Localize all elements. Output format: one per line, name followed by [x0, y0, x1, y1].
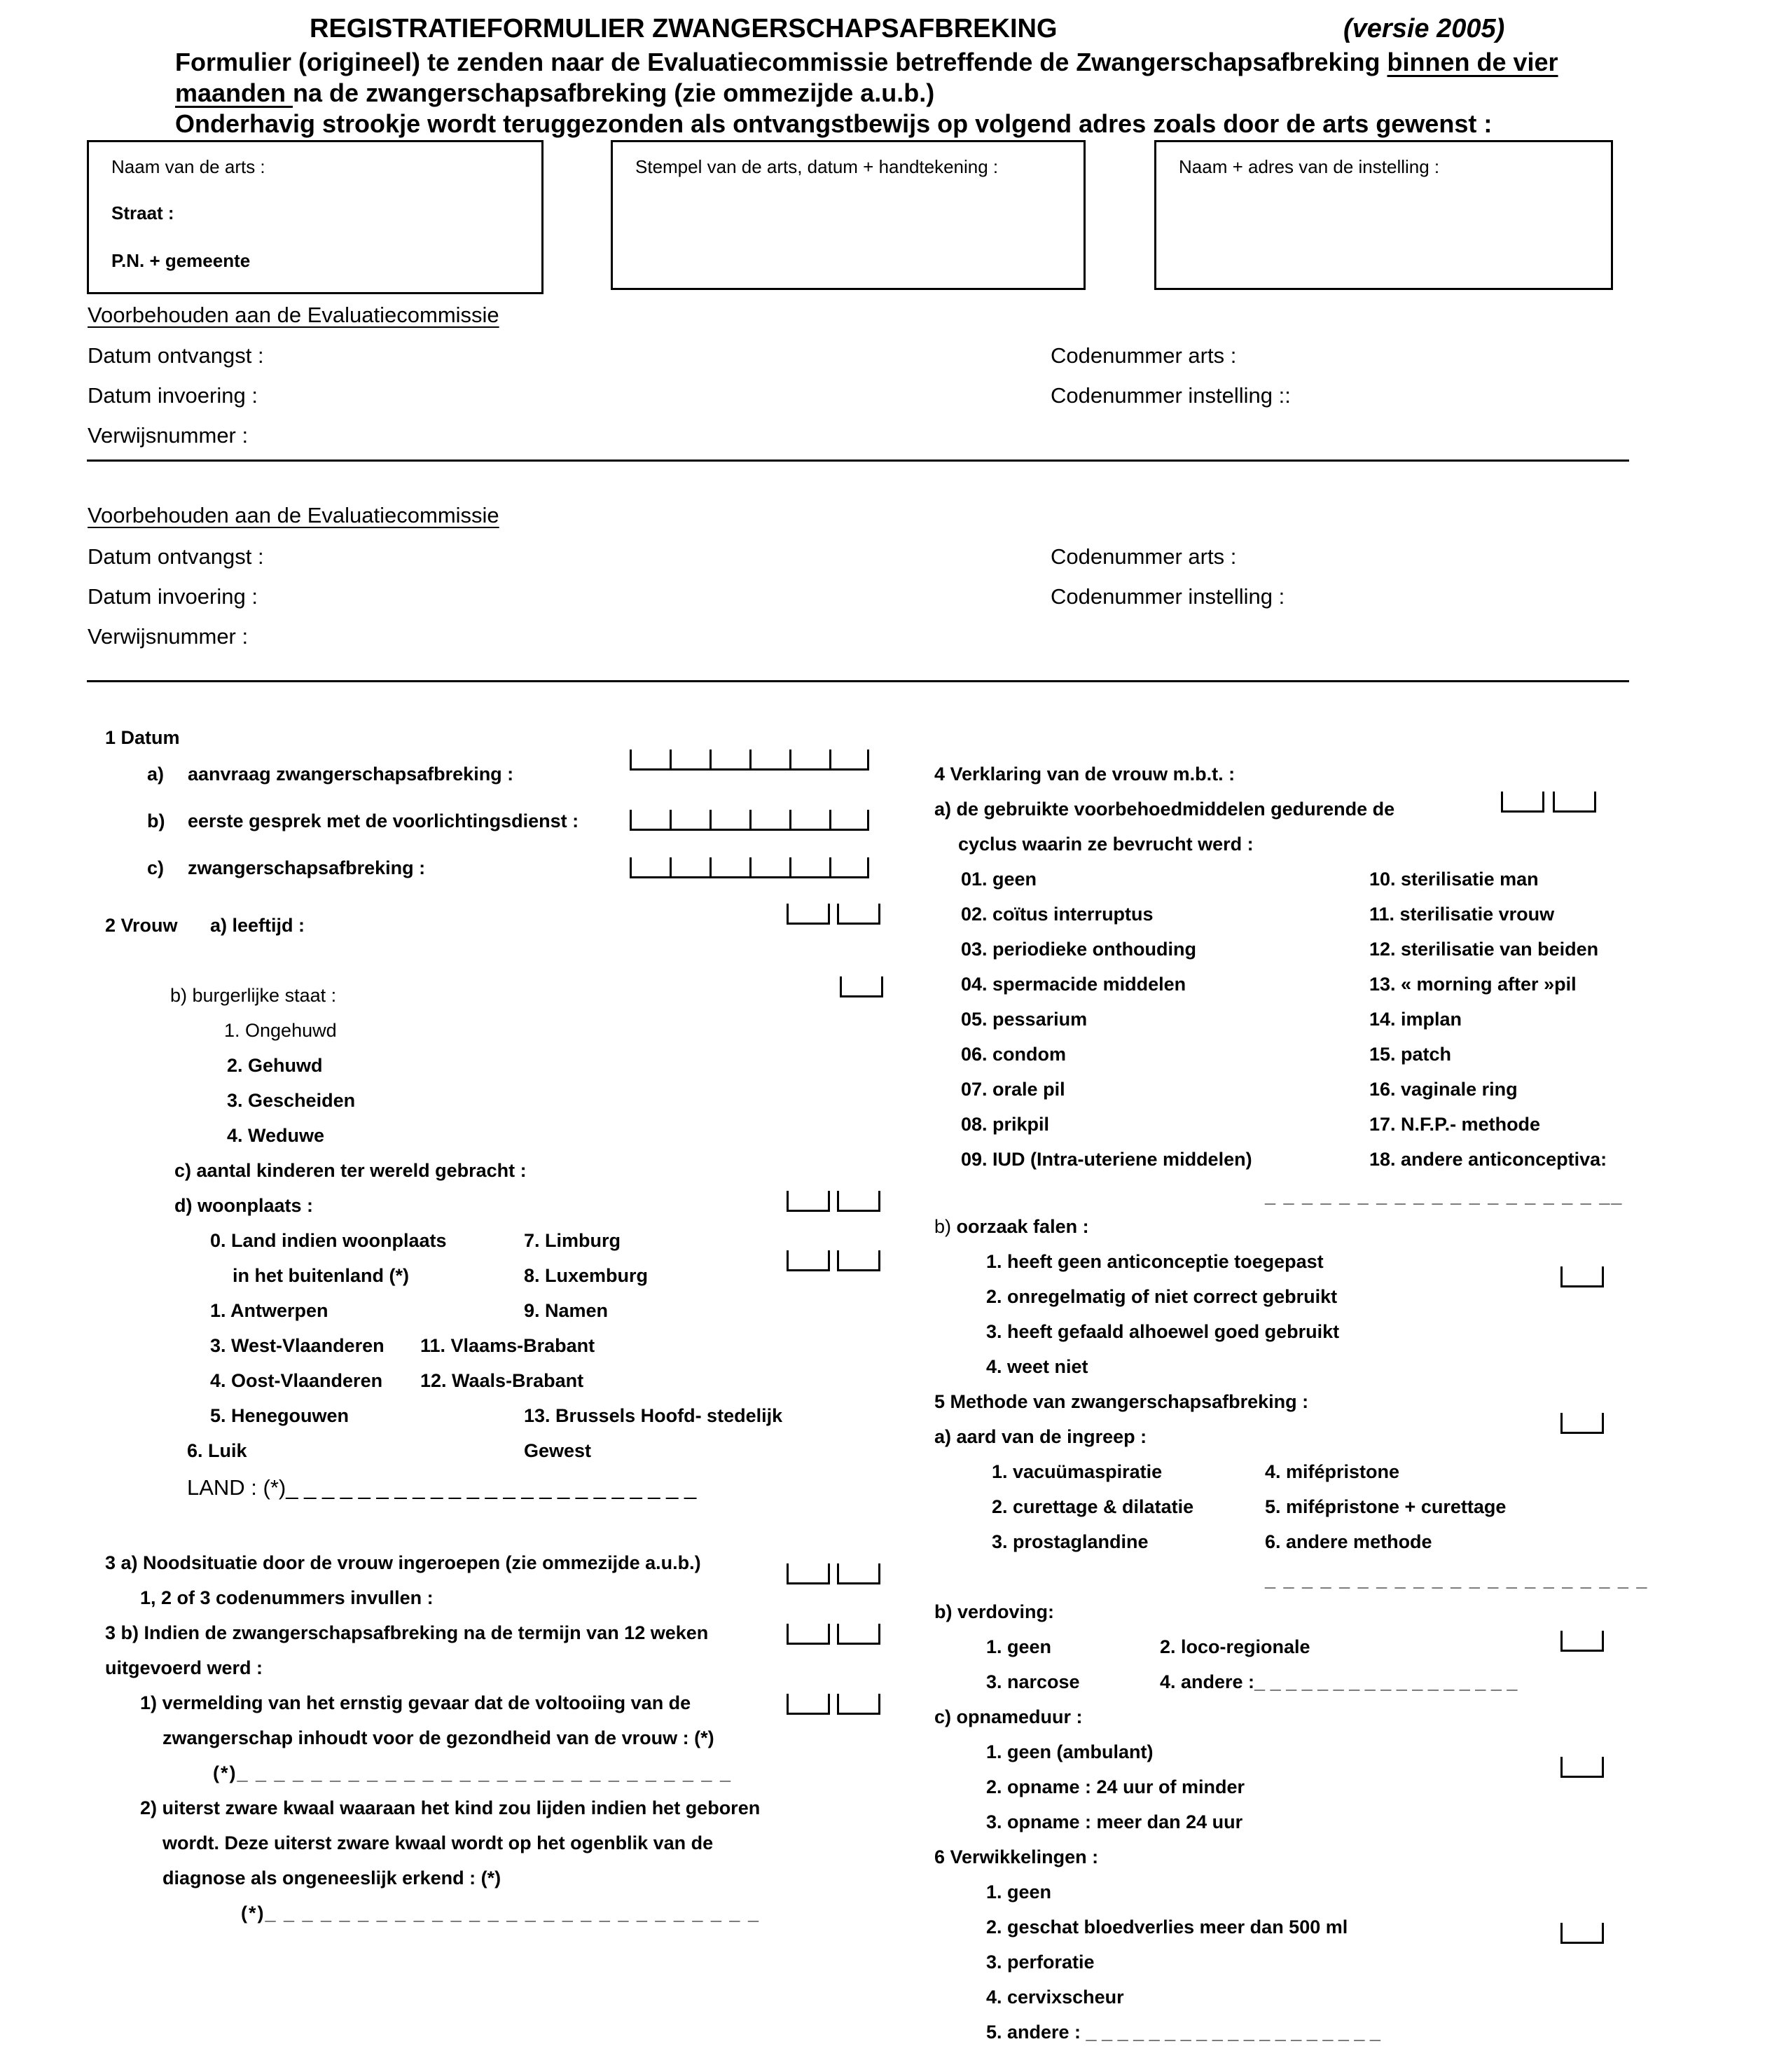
- doctor-address-box[interactable]: [87, 140, 544, 294]
- deadline-text: binnen de vier: [1387, 48, 1558, 76]
- stamp-box[interactable]: [611, 140, 1086, 290]
- codenummer-instelling-1: Codenummer instelling ::: [1051, 383, 1291, 408]
- place-option: 3. West-Vlaanderen: [210, 1335, 385, 1356]
- instruction-line-1: [175, 48, 1558, 77]
- instruction-line-3: Onderhavig strookje wordt teruggezonden als ontvangstbewijs op volgend adres zoals door de arts gewenst :: [175, 109, 1493, 138]
- form-title: REGISTRATIEFORMULIER ZWANGERSCHAPSAFBREKING: [310, 14, 1058, 43]
- method-field[interactable]: [1560, 1413, 1604, 1434]
- country-input[interactable]: LAND : (*)_ _ _ _ _ _ _ _ _ _ _ _ _ _ _ _ _ _ _ _ _ _ _: [187, 1475, 697, 1500]
- contraception-option: 11. sterilisatie vrouw: [1369, 904, 1555, 925]
- contraception-option: 02. coïtus interruptus: [961, 904, 1154, 925]
- codenummer-arts-1: Codenummer arts :: [1051, 343, 1237, 368]
- place-option: 9. Namen: [524, 1300, 609, 1321]
- place-option: 1. Antwerpen: [210, 1300, 328, 1321]
- street-label: Straat :: [111, 202, 174, 223]
- other-contraception-input[interactable]: _ _ _ _ _ _ _ _ _ _ _ _ _ _ _ _ _ _ __: [1265, 1185, 1624, 1206]
- country-code-field[interactable]: [787, 1250, 880, 1271]
- instruction-text-2: na de zwangerschapsafbreking (zie ommezijde a.u.b.): [293, 78, 935, 107]
- contraception-option: 10. sterilisatie man: [1369, 869, 1539, 890]
- stay-option: 1. geen (ambulant): [986, 1741, 1154, 1762]
- contraception-option: 17. N.F.P.- methode: [1369, 1114, 1541, 1135]
- residence-field[interactable]: [787, 1191, 880, 1212]
- failure-field[interactable]: [1560, 1266, 1604, 1287]
- age-field[interactable]: [787, 904, 880, 925]
- contraception-option: 07. orale pil: [961, 1079, 1065, 1100]
- divider: [87, 680, 1629, 682]
- contraception-option: 14. implan: [1369, 1009, 1462, 1030]
- section-1-title: 1 Datum: [105, 727, 180, 748]
- contraception-option: 18. andere anticonceptiva:: [1369, 1149, 1607, 1170]
- place-option: Gewest: [524, 1440, 592, 1461]
- anesthesia-label: b) verdoving:: [934, 1601, 1055, 1622]
- civil-status-label: b) burgerlijke staat :: [170, 985, 337, 1006]
- complication-other-input[interactable]: 5. andere : _ _ _ _ _ _ _ _ _ _ _ _ _ _ _ _ _ _ _: [986, 2022, 1380, 2043]
- contraception-option: 12. sterilisatie van beiden: [1369, 939, 1599, 960]
- contraception-label-2: cyclus waarin ze bevrucht werd :: [958, 834, 1254, 855]
- residence-label: d) woonplaats :: [174, 1195, 313, 1216]
- divider: [87, 460, 1629, 462]
- stay-option: 3. opname : meer dan 24 uur: [986, 1811, 1243, 1832]
- codenummer-instelling-2: Codenummer instelling :: [1051, 584, 1285, 609]
- failure-option: 3. heeft gefaald alhoewel goed gebruikt: [986, 1321, 1340, 1342]
- form-version: (versie 2005): [1343, 14, 1505, 43]
- deadline-text-2: maanden: [175, 78, 293, 107]
- children-label: c) aantal kinderen ter wereld gebracht :: [174, 1160, 527, 1181]
- method-option: 1. vacuümaspiratie: [992, 1461, 1163, 1482]
- commission-heading-1: Voorbehouden aan de Evaluatiecommissie: [88, 303, 499, 327]
- section-3b-sub: uitgevoerd werd :: [105, 1657, 263, 1678]
- failure-label: [934, 1216, 1089, 1238]
- method-option: 4. mifépristone: [1265, 1461, 1400, 1482]
- contraception-label: a) de gebruikte voorbehoedmiddelen gedurende de: [934, 799, 1395, 820]
- failure-label-text: oorzaak falen :: [956, 1216, 1089, 1237]
- complication-option: 1. geen: [986, 1881, 1052, 1902]
- anesthesia-option: 1. geen: [986, 1636, 1052, 1657]
- stamp-label: Stempel van de arts, datum + handtekening :: [635, 156, 999, 177]
- method-option: 2. curettage & dilatatie: [992, 1496, 1194, 1517]
- child-disease-text-3: diagnose als ongeneeslijk erkend : (*): [162, 1867, 501, 1888]
- contraception-option: 04. spermacide middelen: [961, 974, 1186, 995]
- contraception-option: 16. vaginale ring: [1369, 1079, 1518, 1100]
- place-option: 8. Luxemburg: [524, 1265, 649, 1286]
- section-3a-title: 3 a) Noodsituatie door de vrouw ingeroepen (zie ommezijde a.u.b.): [105, 1552, 701, 1573]
- date-first-meeting-label: eerste gesprek met de voorlichtingsdienst :: [188, 810, 579, 831]
- complication-option: 4. cervixscheur: [986, 1987, 1124, 2008]
- failure-option: 2. onregelmatig of niet correct gebruikt: [986, 1286, 1338, 1307]
- civil-option: 3. Gescheiden: [227, 1090, 356, 1111]
- danger-mother-input[interactable]: (*)_ _ _ _ _ _ _ _ _ _ _ _ _ _ _ _ _ _ _ _ _ _ _ _ _ _ _: [213, 1762, 732, 1783]
- complications-field[interactable]: [1560, 1923, 1604, 1944]
- place-option: 11. Vlaams-Brabant: [420, 1335, 595, 1356]
- failure-option: 4. weet niet: [986, 1356, 1088, 1377]
- contraception-option: 08. prikpil: [961, 1114, 1050, 1135]
- datum-ontvangst-1: Datum ontvangst :: [88, 343, 264, 368]
- place-option: 5. Henegouwen: [210, 1405, 349, 1426]
- verwijsnummer-1: Verwijsnummer :: [88, 423, 249, 448]
- date-termination-label: zwangerschapsafbreking :: [188, 857, 426, 878]
- item-label: c): [147, 857, 165, 878]
- anesthesia-option: 3. narcose: [986, 1671, 1080, 1692]
- place-option: 12. Waals-Brabant: [420, 1370, 584, 1391]
- complication-option: 2. geschat bloedverlies meer dan 500 ml: [986, 1916, 1348, 1938]
- danger-mother-text-2: zwangerschap inhoudt voor de gezondheid van de vrouw : (*): [162, 1727, 714, 1748]
- institution-box[interactable]: [1154, 140, 1613, 290]
- verwijsnummer-2: Verwijsnummer :: [88, 624, 249, 649]
- method-option: 6. andere methode: [1265, 1531, 1432, 1552]
- contraception-option: 13. « morning after »pil: [1369, 974, 1577, 995]
- section-2-title: 2 Vrouw: [105, 915, 178, 936]
- method-option: 3. prostaglandine: [992, 1531, 1149, 1552]
- other-method-input[interactable]: _ _ _ _ _ _ _ _ _ _ _ _ _ _ _ _ _ _ _ _ _: [1265, 1569, 1649, 1590]
- instruction-text: Formulier (origineel) te zenden naar de Evaluatiecommissie betreffende de Zwangerschapsafbreking: [175, 48, 1387, 76]
- stay-label: c) opnameduur :: [934, 1706, 1083, 1727]
- contraception-field[interactable]: [1501, 792, 1596, 813]
- civil-status-field[interactable]: [840, 976, 883, 997]
- instruction-line-2: [175, 78, 934, 108]
- failure-label-prefix: b): [934, 1216, 957, 1237]
- anesthesia-field[interactable]: [1560, 1631, 1604, 1652]
- contraception-option: 05. pessarium: [961, 1009, 1088, 1030]
- date-request-field[interactable]: [630, 750, 869, 771]
- section-6-title: 6 Verwikkelingen :: [934, 1846, 1099, 1867]
- emergency-field-1[interactable]: [787, 1563, 880, 1584]
- method-option: 5. mifépristone + curettage: [1265, 1496, 1507, 1517]
- anesthesia-other-input[interactable]: 4. andere :_ _ _ _ _ _ _ _ _ _ _ _ _ _ _ _ _: [1160, 1671, 1518, 1692]
- section-5-title: 5 Methode van zwangerschapsafbreking :: [934, 1391, 1309, 1412]
- complication-option: 3. perforatie: [986, 1952, 1095, 1973]
- stay-field[interactable]: [1560, 1757, 1604, 1778]
- datum-invoering-1: Datum invoering :: [88, 383, 258, 408]
- doctor-name-label: Naam van de arts :: [111, 156, 265, 177]
- section-4-title: 4 Verklaring van de vrouw m.b.t. :: [934, 764, 1235, 785]
- contraception-option: 03. periodieke onthouding: [961, 939, 1197, 960]
- commission-heading-2: Voorbehouden aan de Evaluatiecommissie: [88, 503, 499, 527]
- place-option: 7. Limburg: [524, 1230, 621, 1251]
- codenummer-arts-2: Codenummer arts :: [1051, 544, 1237, 569]
- postal-label: P.N. + gemeente: [111, 250, 251, 271]
- place-option: 4. Oost-Vlaanderen: [210, 1370, 383, 1391]
- procedure-label: a) aard van de ingreep :: [934, 1426, 1147, 1447]
- date-termination-field[interactable]: [630, 857, 869, 878]
- item-label: b): [147, 810, 165, 831]
- section-3b-title: 3 b) Indien de zwangerschapsafbreking na de termijn van 12 weken: [105, 1622, 709, 1643]
- child-disease-text: 2) uiterst zware kwaal waaraan het kind zou lijden indien het geboren: [140, 1797, 761, 1818]
- civil-option: 1. Ongehuwd: [224, 1020, 337, 1041]
- place-option: 0. Land indien woonplaats: [210, 1230, 447, 1251]
- child-disease-input[interactable]: (*)_ _ _ _ _ _ _ _ _ _ _ _ _ _ _ _ _ _ _ _ _ _ _ _ _ _ _: [241, 1902, 760, 1923]
- date-request-label: aanvraag zwangerschapsafbreking :: [188, 764, 514, 785]
- contraception-option: 09. IUD (Intra-uteriene middelen): [961, 1149, 1252, 1170]
- place-option: in het buitenland (*): [233, 1265, 409, 1286]
- section-3a-sub: 1, 2 of 3 codenummers invullen :: [140, 1587, 434, 1608]
- institution-label: Naam + adres van de instelling :: [1179, 156, 1440, 177]
- emergency-field-3[interactable]: [787, 1694, 880, 1715]
- date-first-meeting-field[interactable]: [630, 810, 869, 831]
- child-disease-text-2: wordt. Deze uiterst zware kwaal wordt op het ogenblik van de: [162, 1832, 714, 1853]
- failure-option: 1. heeft geen anticonceptie toegepast: [986, 1251, 1324, 1272]
- datum-invoering-2: Datum invoering :: [88, 584, 258, 609]
- contraception-option: 15. patch: [1369, 1044, 1452, 1065]
- age-label: a) leeftijd :: [210, 915, 305, 936]
- datum-ontvangst-2: Datum ontvangst :: [88, 544, 264, 569]
- contraception-option: 06. condom: [961, 1044, 1067, 1065]
- anesthesia-option: 2. loco-regionale: [1160, 1636, 1310, 1657]
- danger-mother-text: 1) vermelding van het ernstig gevaar dat de voltooiing van de: [140, 1692, 691, 1713]
- item-label: a): [147, 764, 165, 785]
- contraception-option: 01. geen: [961, 869, 1037, 890]
- place-option: 13. Brussels Hoofd- stedelijk: [524, 1405, 783, 1426]
- civil-option: 4. Weduwe: [227, 1125, 325, 1146]
- emergency-field-2[interactable]: [787, 1624, 880, 1645]
- stay-option: 2. opname : 24 uur of minder: [986, 1776, 1245, 1797]
- place-option: 6. Luik: [187, 1440, 247, 1461]
- civil-option: 2. Gehuwd: [227, 1055, 323, 1076]
